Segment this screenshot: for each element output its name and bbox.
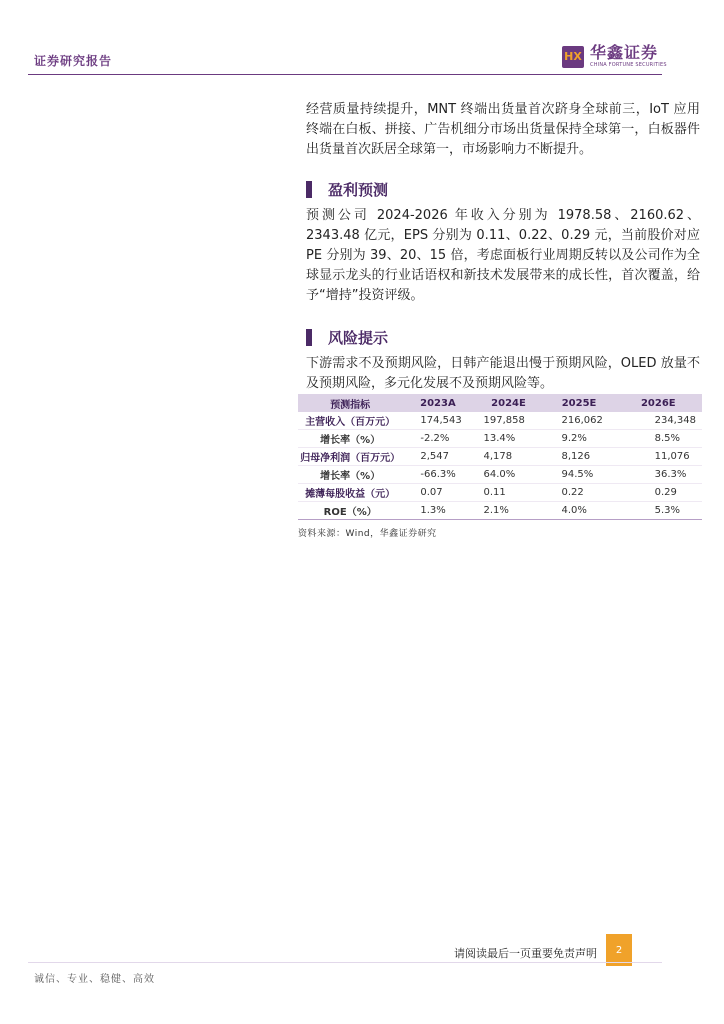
table-header-cell: 预测指标 [298,394,402,412]
table-row [298,502,702,520]
row-label: ROE（%） [298,502,402,520]
table-row [298,430,702,448]
table-cell: 2.1% [473,502,543,520]
table-cell: 0.11 [473,484,543,502]
table-row [298,412,702,430]
table-cell: 0.07 [402,484,473,502]
table-cell: -66.3% [402,466,473,484]
header-divider [28,74,662,75]
table-cell: 94.5% [544,466,615,484]
section-title-forecast [306,178,700,200]
table-cell: 4,178 [473,448,543,466]
table-cell: 13.4% [473,430,543,448]
table-source-note: 资料来源：Wind，华鑫证券研究 [298,529,437,539]
page-number: 2 [615,944,623,956]
table-header-cell: 2025E [544,394,615,412]
brand-logo-icon [562,46,584,68]
doc-type-label: 证券研究报告 [34,54,113,68]
row-label: 增长率（%） [298,430,402,448]
section-title-text: 盈利预测 [328,180,389,199]
table-cell: 36.3% [615,466,702,484]
footer-slogan: 诚信、专业、稳健、高效 [34,974,155,985]
section-bar-icon [306,329,312,346]
table-cell: 234,348 [615,412,702,430]
table-row [298,484,702,502]
forecast-table [298,394,702,520]
table-cell: 5.3% [615,502,702,520]
table-cell: 216,062 [544,412,615,430]
section-bar-icon [306,181,312,198]
table-cell: 8.5% [615,430,702,448]
section-title-text: 风险提示 [328,328,389,347]
table-row [298,466,702,484]
forecast-paragraph: 预测公司 2024-2026 年收入分别为 1978.58、2160.62、2343.48 亿元，EPS 分别为 0.11、0.22、0.29 元，当前股价对应 PE 分别为 39、20、15 倍，考虑面板行业周期反转以及公司作为全球显示龙头的行业话语权和新技术发展带来的成长性，首次覆盖，给予“增持”投资评级。 [306,208,700,303]
table-header-cell: 2023A [402,394,473,412]
disclaimer-link[interactable]: 请阅读最后一页重要免责声明 [454,947,597,960]
brand-english-name: CHINA FORTUNE SECURITIES [590,62,667,68]
brand-logo-block [562,44,667,69]
table-header-cell: 2024E [473,394,543,412]
table-row [298,448,702,466]
row-label: 主营收入（百万元） [298,412,402,430]
risk-paragraph: 下游需求不及预期风险，日韩产能退出慢于预期风险，OLED 放量不及预期风险，多元化发展不及预期风险等。 [306,356,700,391]
table-cell: 2,547 [402,448,473,466]
table-cell: 174,543 [402,412,473,430]
table-cell: 64.0% [473,466,543,484]
table-cell: 9.2% [544,430,615,448]
footer-divider [28,962,662,963]
row-label: 归母净利润（百万元） [298,448,402,466]
row-label: 摊薄每股收益（元） [298,484,402,502]
row-label: 增长率（%） [298,466,402,484]
table-cell: 0.22 [544,484,615,502]
intro-paragraph: 经营质量持续提升，MNT 终端出货量首次跻身全球前三，IoT 应用终端在白板、拼接、广告机细分市场出货量保持全球第一，白板器件出货量首次跃居全球第一，市场影响力不断提升。 [306,102,700,157]
table-cell: 8,126 [544,448,615,466]
brand-name: 华鑫证券 [590,43,659,62]
table-cell: -2.2% [402,430,473,448]
table-cell: 0.29 [615,484,702,502]
brand-logo-glyph: HX [564,50,582,63]
section-title-risk [306,326,700,348]
table-cell: 197,858 [473,412,543,430]
table-cell: 4.0% [544,502,615,520]
table-cell: 1.3% [402,502,473,520]
table-header-cell: 2026E [615,394,702,412]
main-content [306,100,700,394]
table-cell: 11,076 [615,448,702,466]
table-header-row [298,394,702,412]
